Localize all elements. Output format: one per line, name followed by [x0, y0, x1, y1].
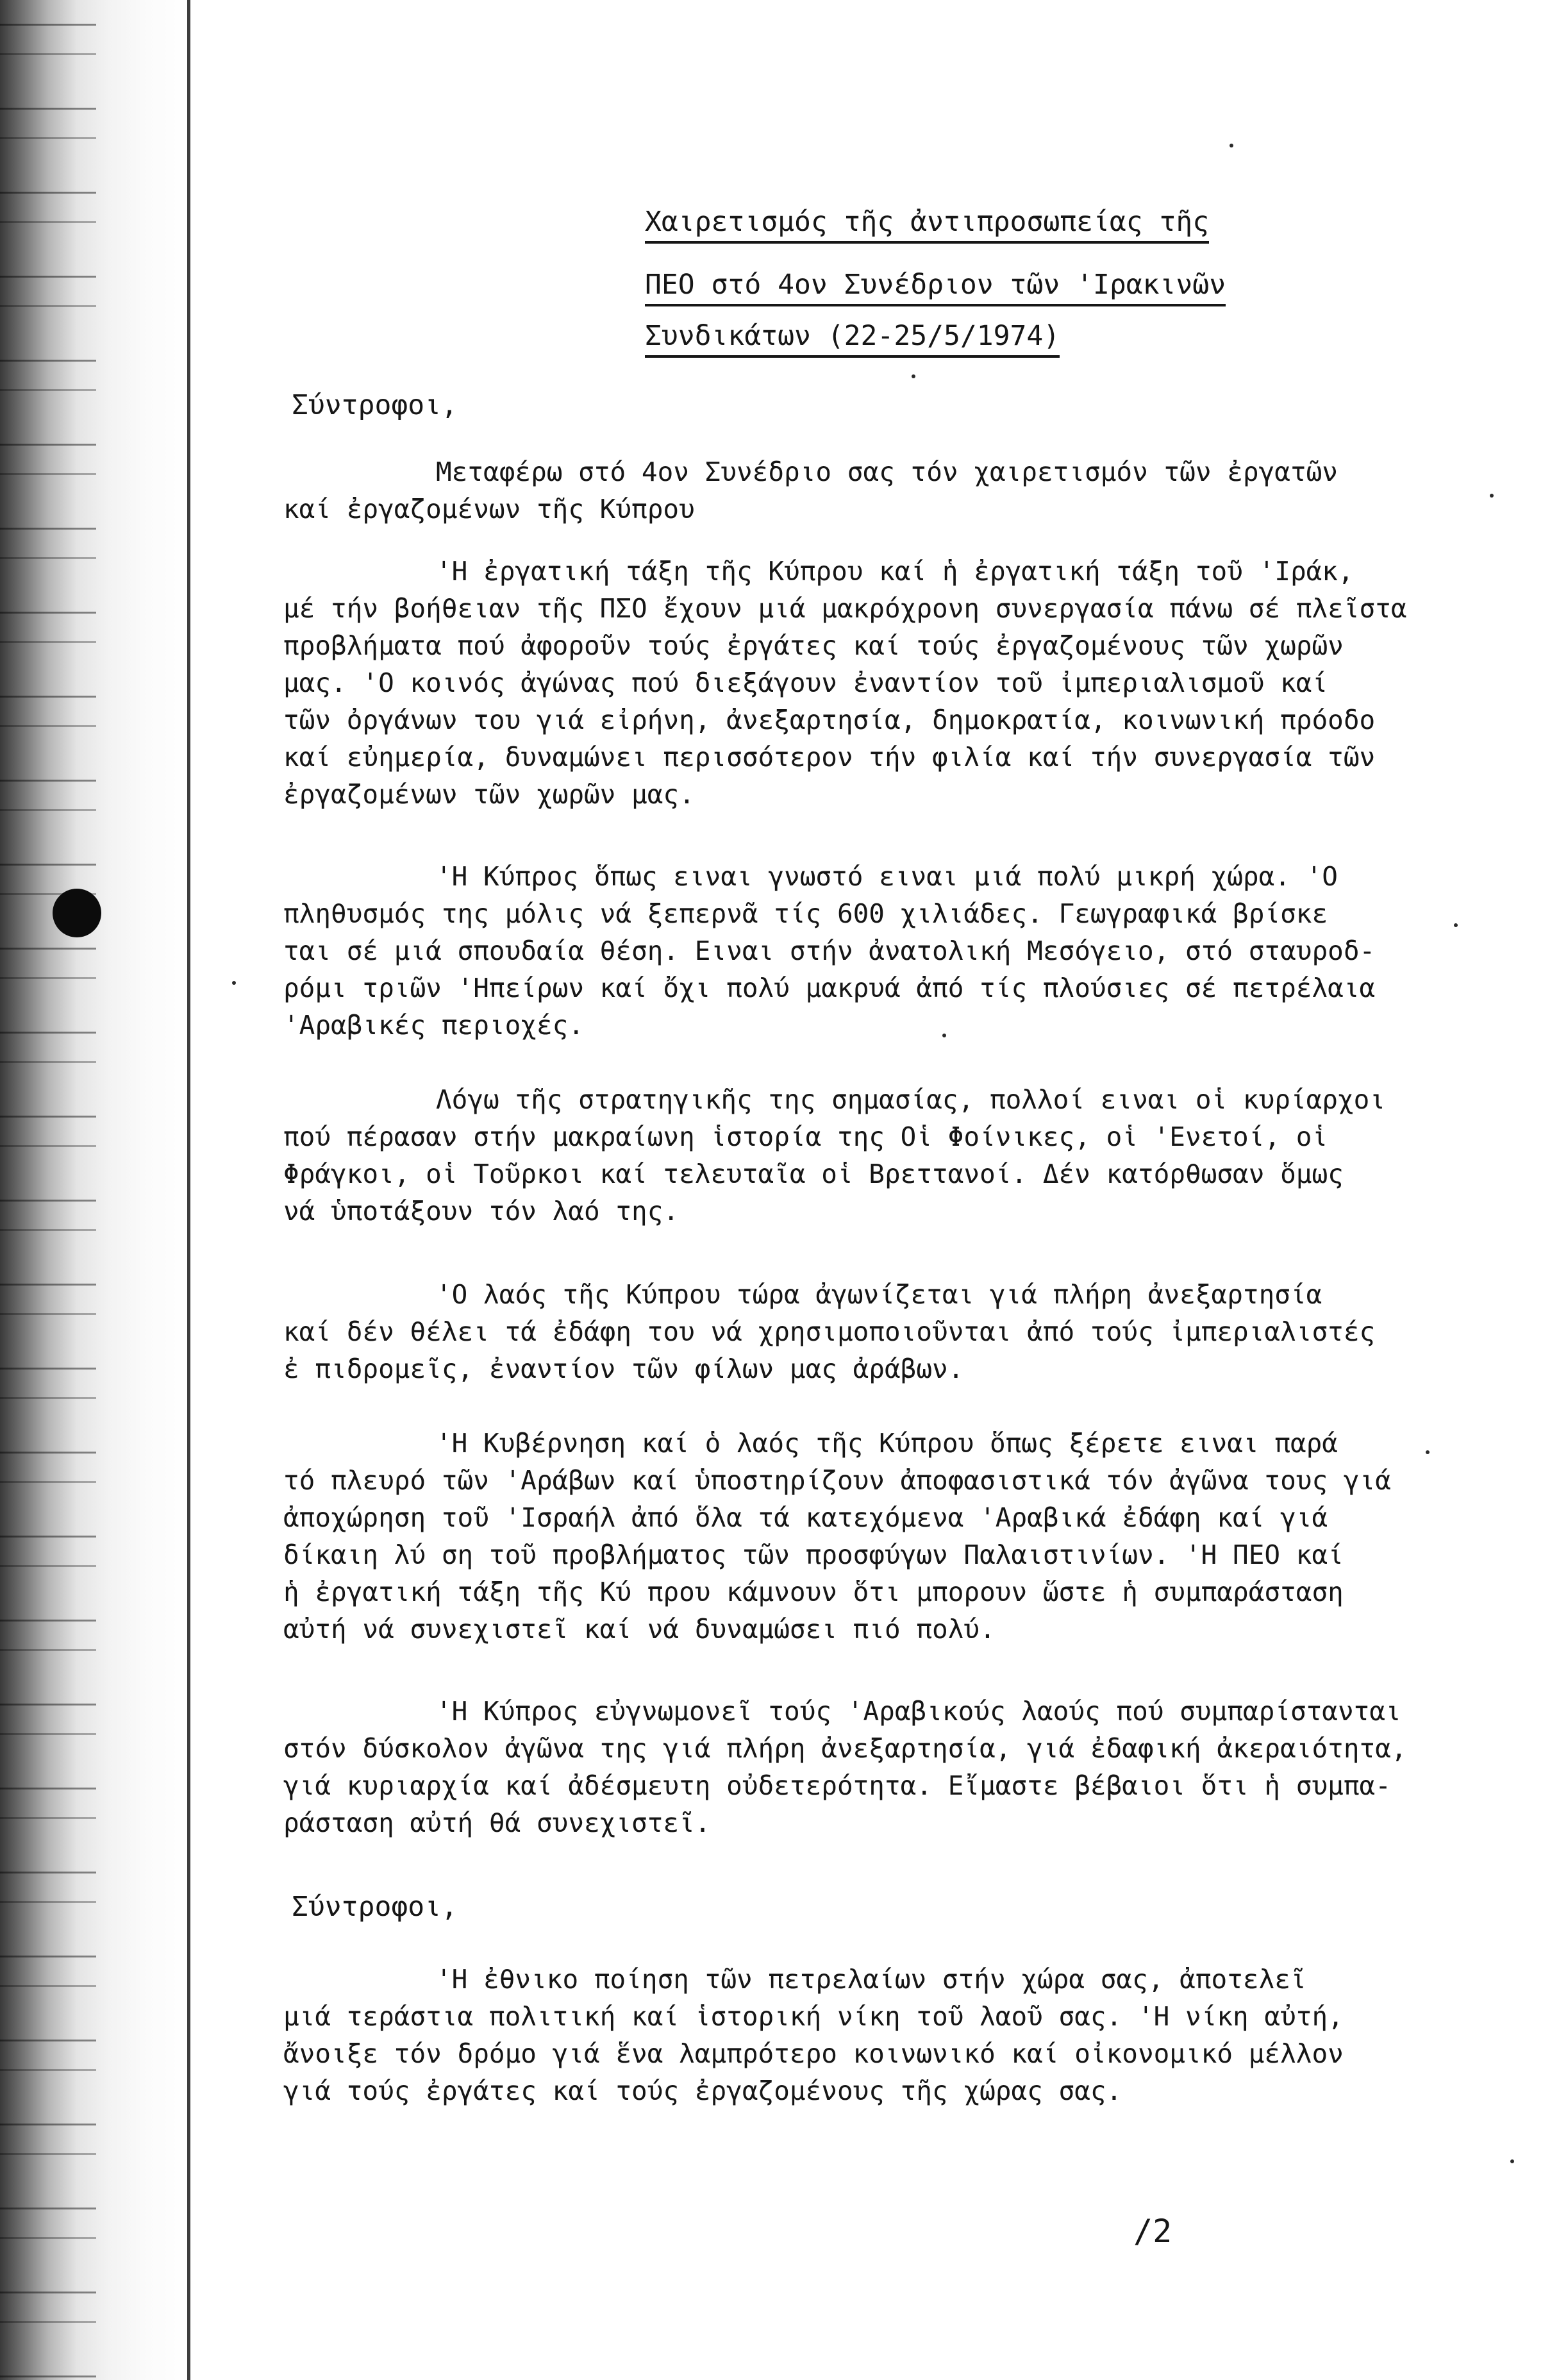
paragraph — [283, 1693, 1469, 1841]
scan-speck — [942, 1034, 946, 1037]
scan-speck — [1426, 1450, 1430, 1454]
scan-speck — [1454, 923, 1458, 927]
paragraph — [283, 553, 1469, 813]
punch-hole — [53, 889, 101, 937]
text-line: ἐ πιδρομεῖς, ἐναντίον τῶν φίλων μας ἀράβων. — [283, 1353, 964, 1384]
text-line: 'Ο λαός τῆς Κύπρου τώρα ἀγωνίζεται γιά πλήρη ἀνεξαρτησία — [436, 1279, 1322, 1310]
text-line: 'Η Κύπρος ὅπως ειναι γνωστό ειναι μιά πολύ μικρή χώρα. 'Ο — [436, 861, 1338, 892]
text-line: ἄνοιξε τόν δρόμο γιά ἕνα λαμπρότερο κοινωνικό καί οἰκονομικό μέλλον — [283, 2038, 1344, 2069]
text-line: ἐργαζομένων τῶν χωρῶν μας. — [283, 779, 695, 810]
text-line: ράσταση αὐτή θά συνεχιστεῖ. — [283, 1807, 711, 1838]
paragraph — [283, 453, 1469, 528]
text-line: τῶν ὀργάνων του γιά εἰρήνη, ἀνεξαρτησία, δημοκρατία, κοινωνική πρόοδο — [283, 705, 1376, 735]
text-line: 'Η ἐθνικο ποίηση τῶν πετρελαίων στήν χώρα σας, ἀποτελεῖ — [436, 1964, 1306, 1995]
scan-speck — [912, 374, 915, 378]
text-line: γιά τούς ἐργάτες καί τούς ἐργαζομένους τῆς χώρας σας. — [283, 2075, 1122, 2106]
scan-edge-line — [187, 0, 190, 2380]
paragraph — [283, 1276, 1469, 1387]
text-line: Λόγω τῆς στρατηγικῆς της σημασίας, πολλοί ειναι οἱ κυρίαρχοι — [436, 1084, 1386, 1115]
text-line: 'Η Κυβέρνηση καί ὁ λαός τῆς Κύπρου ὅπως ξέρετε ειναι παρά — [436, 1428, 1338, 1459]
text-line: Μεταφέρω στό 4ον Συνέδριο σας τόν χαιρετισμόν τῶν ἐργατῶν — [436, 457, 1338, 487]
text-line: γιά κυριαρχία καί ἀδέσμευτη οὐδετερότητα. Εἴμαστε βέβαιοι ὅτι ἡ συμπα- — [283, 1770, 1391, 1801]
paragraph — [283, 858, 1469, 1044]
text-line: αὐτή νά συνεχιστεῖ καί νά δυναμώσει πιό πολύ. — [283, 1614, 996, 1645]
text-line: προβλήματα πού ἀφοροῦν τούς ἐργάτες καί τούς ἐργαζομένους τῶν χωρῶν — [283, 630, 1344, 661]
salutation: Σύντροφοι, — [292, 1891, 458, 1923]
document-title-line-2: ΠΕΟ στό 4ον Συνέδριον τῶν 'Ιρακινῶν — [645, 267, 1478, 306]
text-line: νά ὑποτάξουν τόν λαό της. — [283, 1196, 679, 1227]
text-line: πού πέρασαν στήν μακραίωνη ἱστορία της Οἱ Φοίνικες, οἱ 'Ενετοί, οἱ — [283, 1121, 1328, 1152]
paragraph — [283, 1425, 1469, 1648]
text-line: μέ τήν βοήθειαν τῆς ΠΣΟ ἔχουν μιά μακρόχρονη συνεργασία πάνω σέ πλεῖστα — [283, 593, 1407, 624]
text-line: καί ἐργαζομένων τῆς Κύπρου — [283, 494, 695, 524]
text-line: καί δέν θέλει τά ἐδάφη του νά χρησιμοποιοῦνται ἀπό τούς ἰμπεριαλιστές — [283, 1316, 1376, 1347]
text-line: ἀποχώρηση τοῦ 'Ισραήλ ἀπό ὅλα τά κατεχόμενα 'Αραβικά ἐδάφη καί γιά — [283, 1502, 1328, 1533]
paragraph — [283, 1961, 1469, 2109]
text-line: ται σέ μιά σπουδαία θέση. Ειναι στήν ἀνατολική Μεσόγειο, στό σταυροδ- — [283, 935, 1376, 966]
text-line: ρόμι τριῶν 'Ηπείρων καί ὄχι πολύ μακρυά ἀπό τίς πλούσιες σέ πετρέλαια — [283, 973, 1376, 1003]
text-line: 'Η Κύπρος εὐγνωμονεῖ τούς 'Αραβικούς λαούς πού συμπαρίστανται — [436, 1696, 1401, 1727]
text-line: καί εὐημερία, δυναμώνει περισσότερον τήν φιλία καί τήν συνεργασία τῶν — [283, 742, 1376, 773]
paragraph — [283, 1081, 1469, 1230]
document-title-line-3: Συνδικάτων (22-25/5/1974) — [645, 318, 1478, 358]
text-line: 'Αραβικές περιοχές. — [283, 1010, 584, 1041]
text-line: δίκαιη λύ ση τοῦ προβλήματος τῶν προσφύγων Παλαιστινίων. 'Η ΠΕΟ καί — [283, 1539, 1344, 1570]
document-title-line-1: Χαιρετισμός τῆς ἀντιπροσωπείας τῆς — [645, 204, 1478, 244]
text-line: 'Η ἐργατική τάξη τῆς Κύπρου καί ἡ ἐργατική τάξη τοῦ 'Ιράκ, — [436, 556, 1354, 587]
scan-speck — [1230, 144, 1233, 147]
scan-speck — [1490, 494, 1494, 498]
salutation: Σύντροφοι, — [292, 389, 458, 421]
text-line: πληθυσμός της μόλις νά ξεπερνᾶ τίς 600 χιλιάδες. Γεωγραφικά βρίσκε — [283, 898, 1328, 929]
text-line: στόν δύσκολον ἀγῶνα της γιά πλήρη ἀνεξαρτησία, γιά ἐδαφική ἀκεραιότητα, — [283, 1733, 1407, 1764]
text-line: μιά τεράστια πολιτική καί ἱστορική νίκη τοῦ λαοῦ σας. 'Η νίκη αὐτή, — [283, 2001, 1344, 2032]
scan-speck — [1510, 2159, 1514, 2163]
text-line: ἡ ἐργατική τάξη τῆς Κύ πρου κάμνουν ὅτι μπορουν ὥστε ἡ συμπαράσταση — [283, 1577, 1344, 1607]
scan-edge-noise — [0, 0, 96, 2380]
text-line: μας. 'Ο κοινός ἀγώνας πού διεξάγουν ἐναντίον τοῦ ἰμπεριαλισμοῦ καί — [283, 667, 1328, 698]
page-continuation-marker: /2 — [1133, 2213, 1172, 2250]
text-line: Φράγκοι, οἱ Τοῦρκοι καί τελευταῖα οἱ Βρεττανοί. Δέν κατόρθωσαν ὅμως — [283, 1159, 1344, 1189]
text-line: τό πλευρό τῶν 'Αράβων καί ὑποστηρίζουν ἀποφασιστικά τόν ἀγῶνα τους γιά — [283, 1465, 1391, 1496]
scan-speck — [232, 981, 236, 985]
